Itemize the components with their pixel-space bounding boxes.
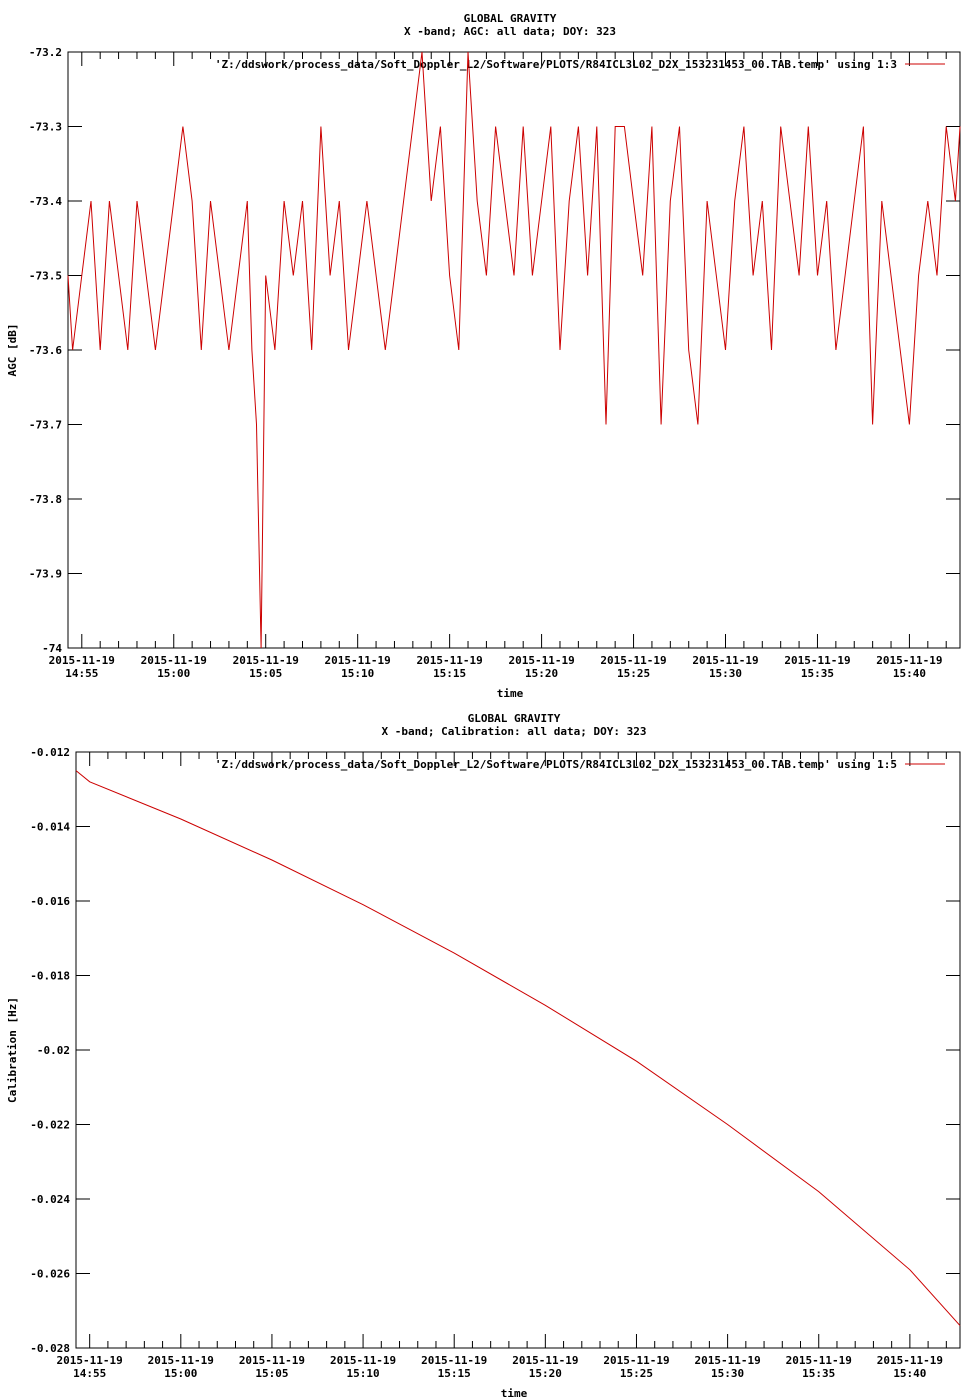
x-tick-date: 2015-11-19 xyxy=(692,654,759,667)
x-tick-time: 15:15 xyxy=(437,1367,471,1380)
x-tick-date: 2015-11-19 xyxy=(876,654,943,667)
x-tick-time: 15:10 xyxy=(341,667,375,680)
y-tick-label: -0.028 xyxy=(30,1342,70,1355)
chart-subtitle: X -band; AGC: all data; DOY: 323 xyxy=(404,25,616,38)
x-tick-time: 15:30 xyxy=(708,667,743,680)
legend-label: 'Z:/ddswork/process_data/Soft_Doppler_L2/Software/PLOTS/R84ICL3L02_D2X_153231453_00.TAB.temp' using 1:5 xyxy=(214,758,897,771)
x-tick-time: 15:15 xyxy=(433,667,467,680)
y-tick-label: -0.02 xyxy=(36,1044,70,1057)
x-tick-date: 2015-11-19 xyxy=(324,654,391,667)
y-tick-label: -74 xyxy=(42,642,62,655)
y-tick-label: -0.018 xyxy=(30,969,70,983)
y-axis-label: Calibration [Hz] xyxy=(6,997,19,1103)
y-tick-label: -73.9 xyxy=(28,567,62,581)
y-tick-label: -73.3 xyxy=(28,120,62,134)
x-tick-date: 2015-11-19 xyxy=(784,654,851,667)
y-axis-label: AGC [dB] xyxy=(6,323,19,377)
x-tick-date: 2015-11-19 xyxy=(421,1354,488,1367)
y-tick-label: -0.024 xyxy=(30,1193,70,1206)
y-tick-label: -0.014 xyxy=(30,820,70,834)
chart-title: GLOBAL GRAVITY xyxy=(467,712,561,725)
x-tick-date: 2015-11-19 xyxy=(416,654,483,667)
y-tick-label: -73.2 xyxy=(28,46,62,59)
x-tick-time: 15:40 xyxy=(892,667,926,680)
x-tick-date: 2015-11-19 xyxy=(600,654,667,667)
y-tick-label: -0.022 xyxy=(30,1118,70,1132)
x-tick-date: 2015-11-19 xyxy=(238,1354,306,1367)
series-line-0 xyxy=(68,52,960,648)
x-tick-date: 2015-11-19 xyxy=(785,1354,852,1367)
x-tick-time: 15:25 xyxy=(616,667,651,680)
x-tick-date: 2015-11-19 xyxy=(603,1354,670,1367)
plot-frame xyxy=(76,752,960,1348)
x-tick-time: 15:00 xyxy=(157,667,191,680)
y-tick-label: -0.026 xyxy=(30,1267,70,1281)
chart-title: GLOBAL GRAVITY xyxy=(463,12,557,25)
y-tick-label: -73.5 xyxy=(28,269,62,283)
calibration-chart xyxy=(0,700,980,1400)
x-tick-date: 2015-11-19 xyxy=(147,1354,214,1367)
x-tick-time: 15:25 xyxy=(619,1367,654,1380)
y-tick-label: -0.012 xyxy=(30,746,70,759)
x-tick-time: 15:05 xyxy=(255,1367,289,1380)
x-tick-time: 15:05 xyxy=(249,667,283,680)
x-tick-date: 2015-11-19 xyxy=(232,654,299,667)
x-axis-label: time xyxy=(500,1387,528,1400)
x-tick-date: 2015-11-19 xyxy=(876,1354,943,1367)
y-tick-label: -0.016 xyxy=(30,895,70,908)
y-tick-label: -73.6 xyxy=(28,344,62,357)
x-tick-date: 2015-11-19 xyxy=(508,654,575,667)
legend-label: 'Z:/ddswork/process_data/Soft_Doppler_L2/Software/PLOTS/R84ICL3L02_D2X_153231453_00.TAB.temp' using 1:3 xyxy=(214,58,897,71)
x-tick-time: 15:20 xyxy=(528,1367,562,1380)
y-tick-label: -73.8 xyxy=(28,493,62,506)
x-tick-time: 14:55 xyxy=(73,1367,107,1380)
series-line-0 xyxy=(76,771,960,1326)
x-tick-time: 15:10 xyxy=(346,1367,380,1380)
x-axis-label: time xyxy=(496,687,524,700)
x-tick-date: 2015-11-19 xyxy=(48,654,115,667)
y-tick-label: -73.7 xyxy=(28,418,62,432)
x-tick-date: 2015-11-19 xyxy=(694,1354,761,1367)
x-tick-time: 15:30 xyxy=(711,1367,745,1380)
x-tick-time: 15:35 xyxy=(802,1367,836,1380)
x-tick-date: 2015-11-19 xyxy=(140,654,207,667)
x-tick-time: 15:40 xyxy=(893,1367,927,1380)
chart-subtitle: X -band; Calibration: all data; DOY: 323 xyxy=(381,725,647,738)
x-tick-date: 2015-11-19 xyxy=(56,1354,123,1367)
y-tick-label: -73.4 xyxy=(28,195,62,208)
x-tick-time: 15:00 xyxy=(164,1367,198,1380)
x-tick-date: 2015-11-19 xyxy=(512,1354,579,1367)
x-tick-date: 2015-11-19 xyxy=(329,1354,397,1367)
x-tick-time: 15:20 xyxy=(525,667,559,680)
x-tick-time: 15:35 xyxy=(800,667,835,680)
x-tick-time: 14:55 xyxy=(65,667,99,680)
